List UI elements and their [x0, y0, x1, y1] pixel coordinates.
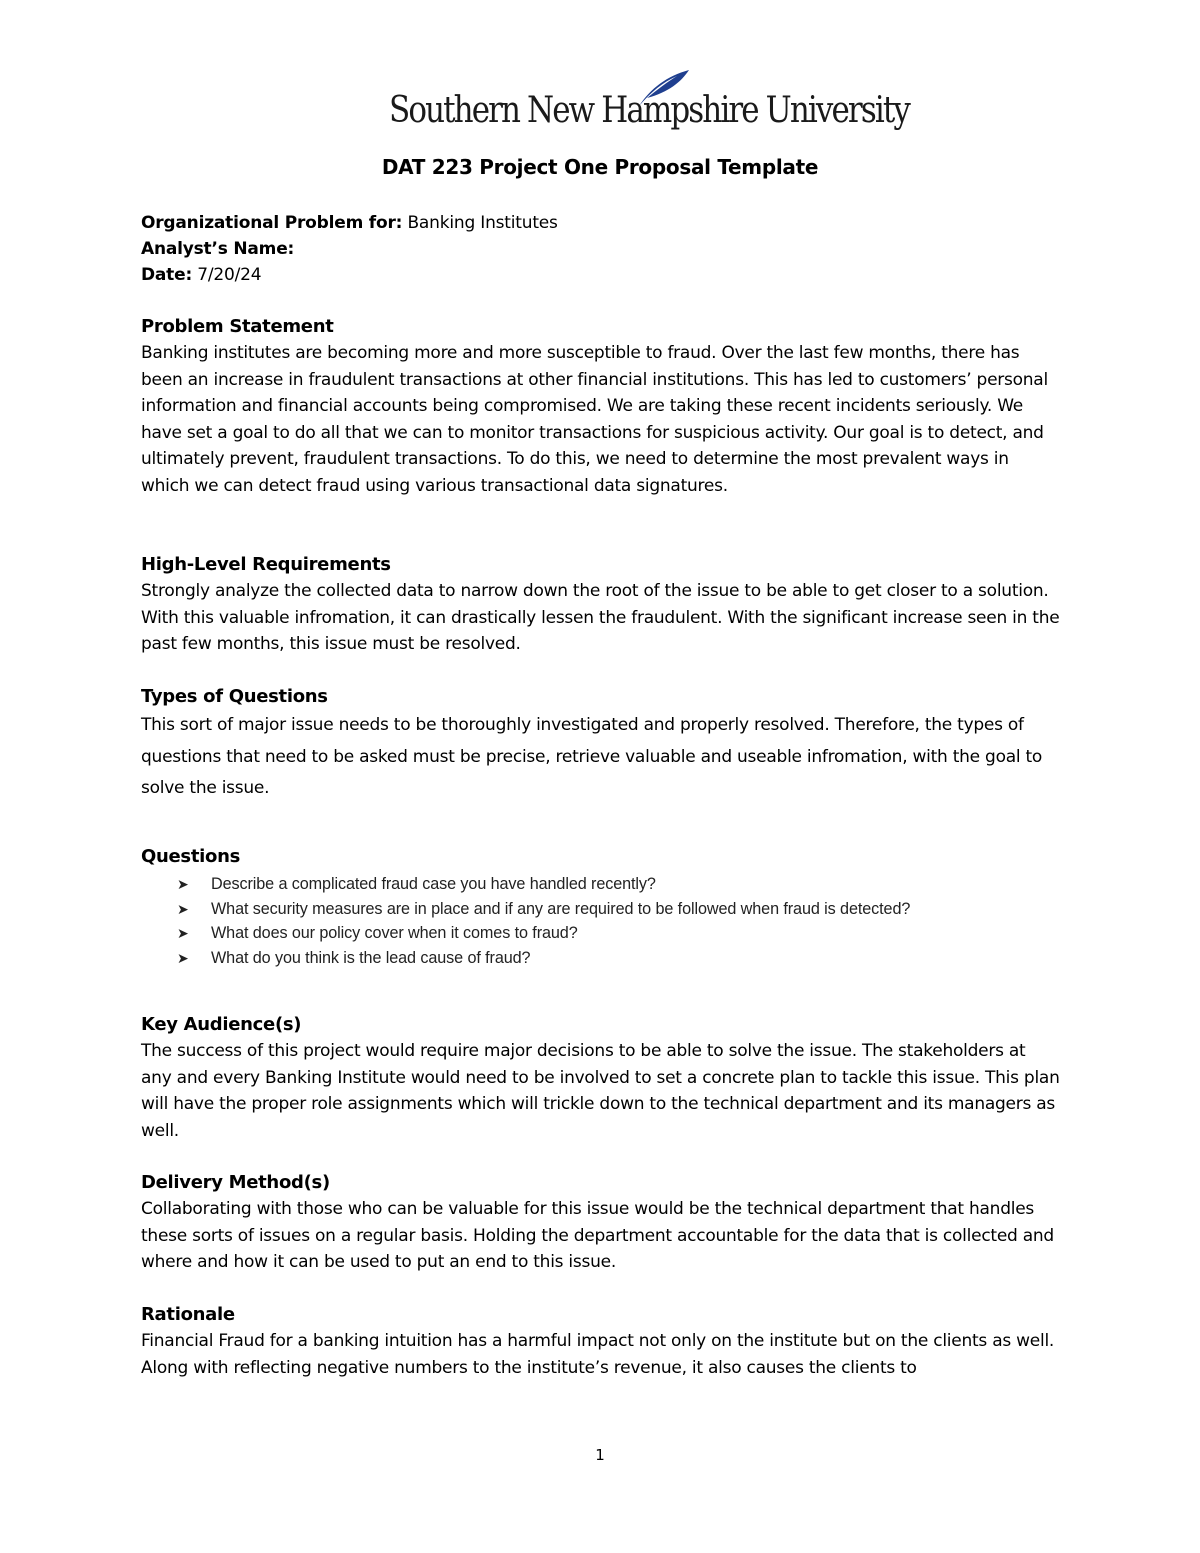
section-heading: High-Level Requirements — [141, 554, 391, 575]
problem-value: Banking Institutes — [402, 213, 558, 233]
section-body: Banking institutes are becoming more and more susceptible to fraud. Over the last few months, there has been an increase in fraudulent transactions at other financial institutions. This has led to customers’ personal information and financial accounts being compromised. We are taking these recent incidents seriously. We have set a goal to do all that we can to monitor transactions for suspicious activity. Our goal is to detect, and ultimately prevent, fraudulent transactions. To do this, we need to determine the most prevalent ways in which we can detect fraud using various transactional data signatures. — [141, 343, 1048, 496]
arrow-bullet-icon: ➤ — [177, 925, 189, 941]
list-item: ➤ Describe a complicated fraud case you have handled recently? — [141, 872, 1061, 897]
date-line — [141, 262, 261, 288]
arrow-bullet-icon: ➤ — [177, 900, 189, 917]
rationale-section — [141, 1302, 1061, 1381]
requirements-section — [141, 552, 1061, 658]
section-heading: Types of Questions — [141, 686, 328, 707]
questions-section — [141, 844, 1061, 970]
section-body: Strongly analyze the collected data to narrow down the root of the issue to be able to get closer to a solution. With this valuable infromation, it can drastically lessen the fraudulent. With the significant increase seen in the past few months, this issue must be resolved. — [141, 581, 1060, 655]
section-heading: Delivery Method(s) — [141, 1172, 330, 1193]
section-body: The success of this project would require major decisions to be able to solve the issue. The stakeholders at any and every Banking Institute would need to be involved to set a concrete plan to tackle this issue. This plan will have the proper role assignments which will trickle down to the technical department and its managers as well. — [141, 1041, 1060, 1141]
date-label: Date: — [141, 265, 193, 285]
section-heading: Key Audience(s) — [141, 1014, 302, 1035]
delivery-methods-section — [141, 1170, 1061, 1276]
page-number: 1 — [595, 1446, 605, 1464]
arrow-bullet-icon: ➤ — [177, 949, 189, 966]
problem-label: Organizational Problem for: — [141, 213, 403, 233]
university-name: Southern New Hampshire University — [389, 90, 909, 131]
analyst-line — [141, 236, 294, 262]
list-item: ➤ What do you think is the lead cause of fraud? — [141, 946, 1061, 971]
arrow-bullet-icon: ➤ — [177, 876, 189, 892]
section-body: Financial Fraud for a banking intuition has a harmful impact not only on the institute but on the clients as well. Along with reflecting negative numbers to the institute’s revenue, it also causes the clients to — [141, 1331, 1055, 1378]
key-audiences-section — [141, 1012, 1061, 1144]
section-body: Collaborating with those who can be valuable for this issue would be the technical department that handles these sorts of issues on a regular basis. Holding the department accountable for the data that is collected and where and how it can be used to put an end to this issue. — [141, 1199, 1054, 1273]
section-heading: Problem Statement — [141, 316, 334, 337]
problem-line — [141, 210, 558, 236]
section-body: This sort of major issue needs to be thoroughly investigated and properly resolved. Therefore, the types of questions that need to be asked must be precise, retrieve valuable and useable infromation, with the goal to solve the issue. — [141, 715, 1043, 798]
date-value: 7/20/24 — [192, 265, 262, 285]
university-logo — [385, 68, 909, 138]
section-heading: Rationale — [141, 1304, 235, 1325]
document-title: DAT 223 Project One Proposal Template — [381, 155, 819, 179]
section-heading: Questions — [141, 846, 241, 867]
list-item: ➤ What security measures are in place and if any are required to be followed when fraud is detected? — [141, 897, 1061, 922]
problem-statement-section — [141, 314, 1061, 500]
list-item: ➤ What does our policy cover when it comes to fraud? — [141, 921, 1061, 946]
questions-list — [141, 872, 1061, 970]
types-of-questions-section — [141, 684, 1061, 805]
analyst-label: Analyst’s Name: — [141, 239, 295, 259]
